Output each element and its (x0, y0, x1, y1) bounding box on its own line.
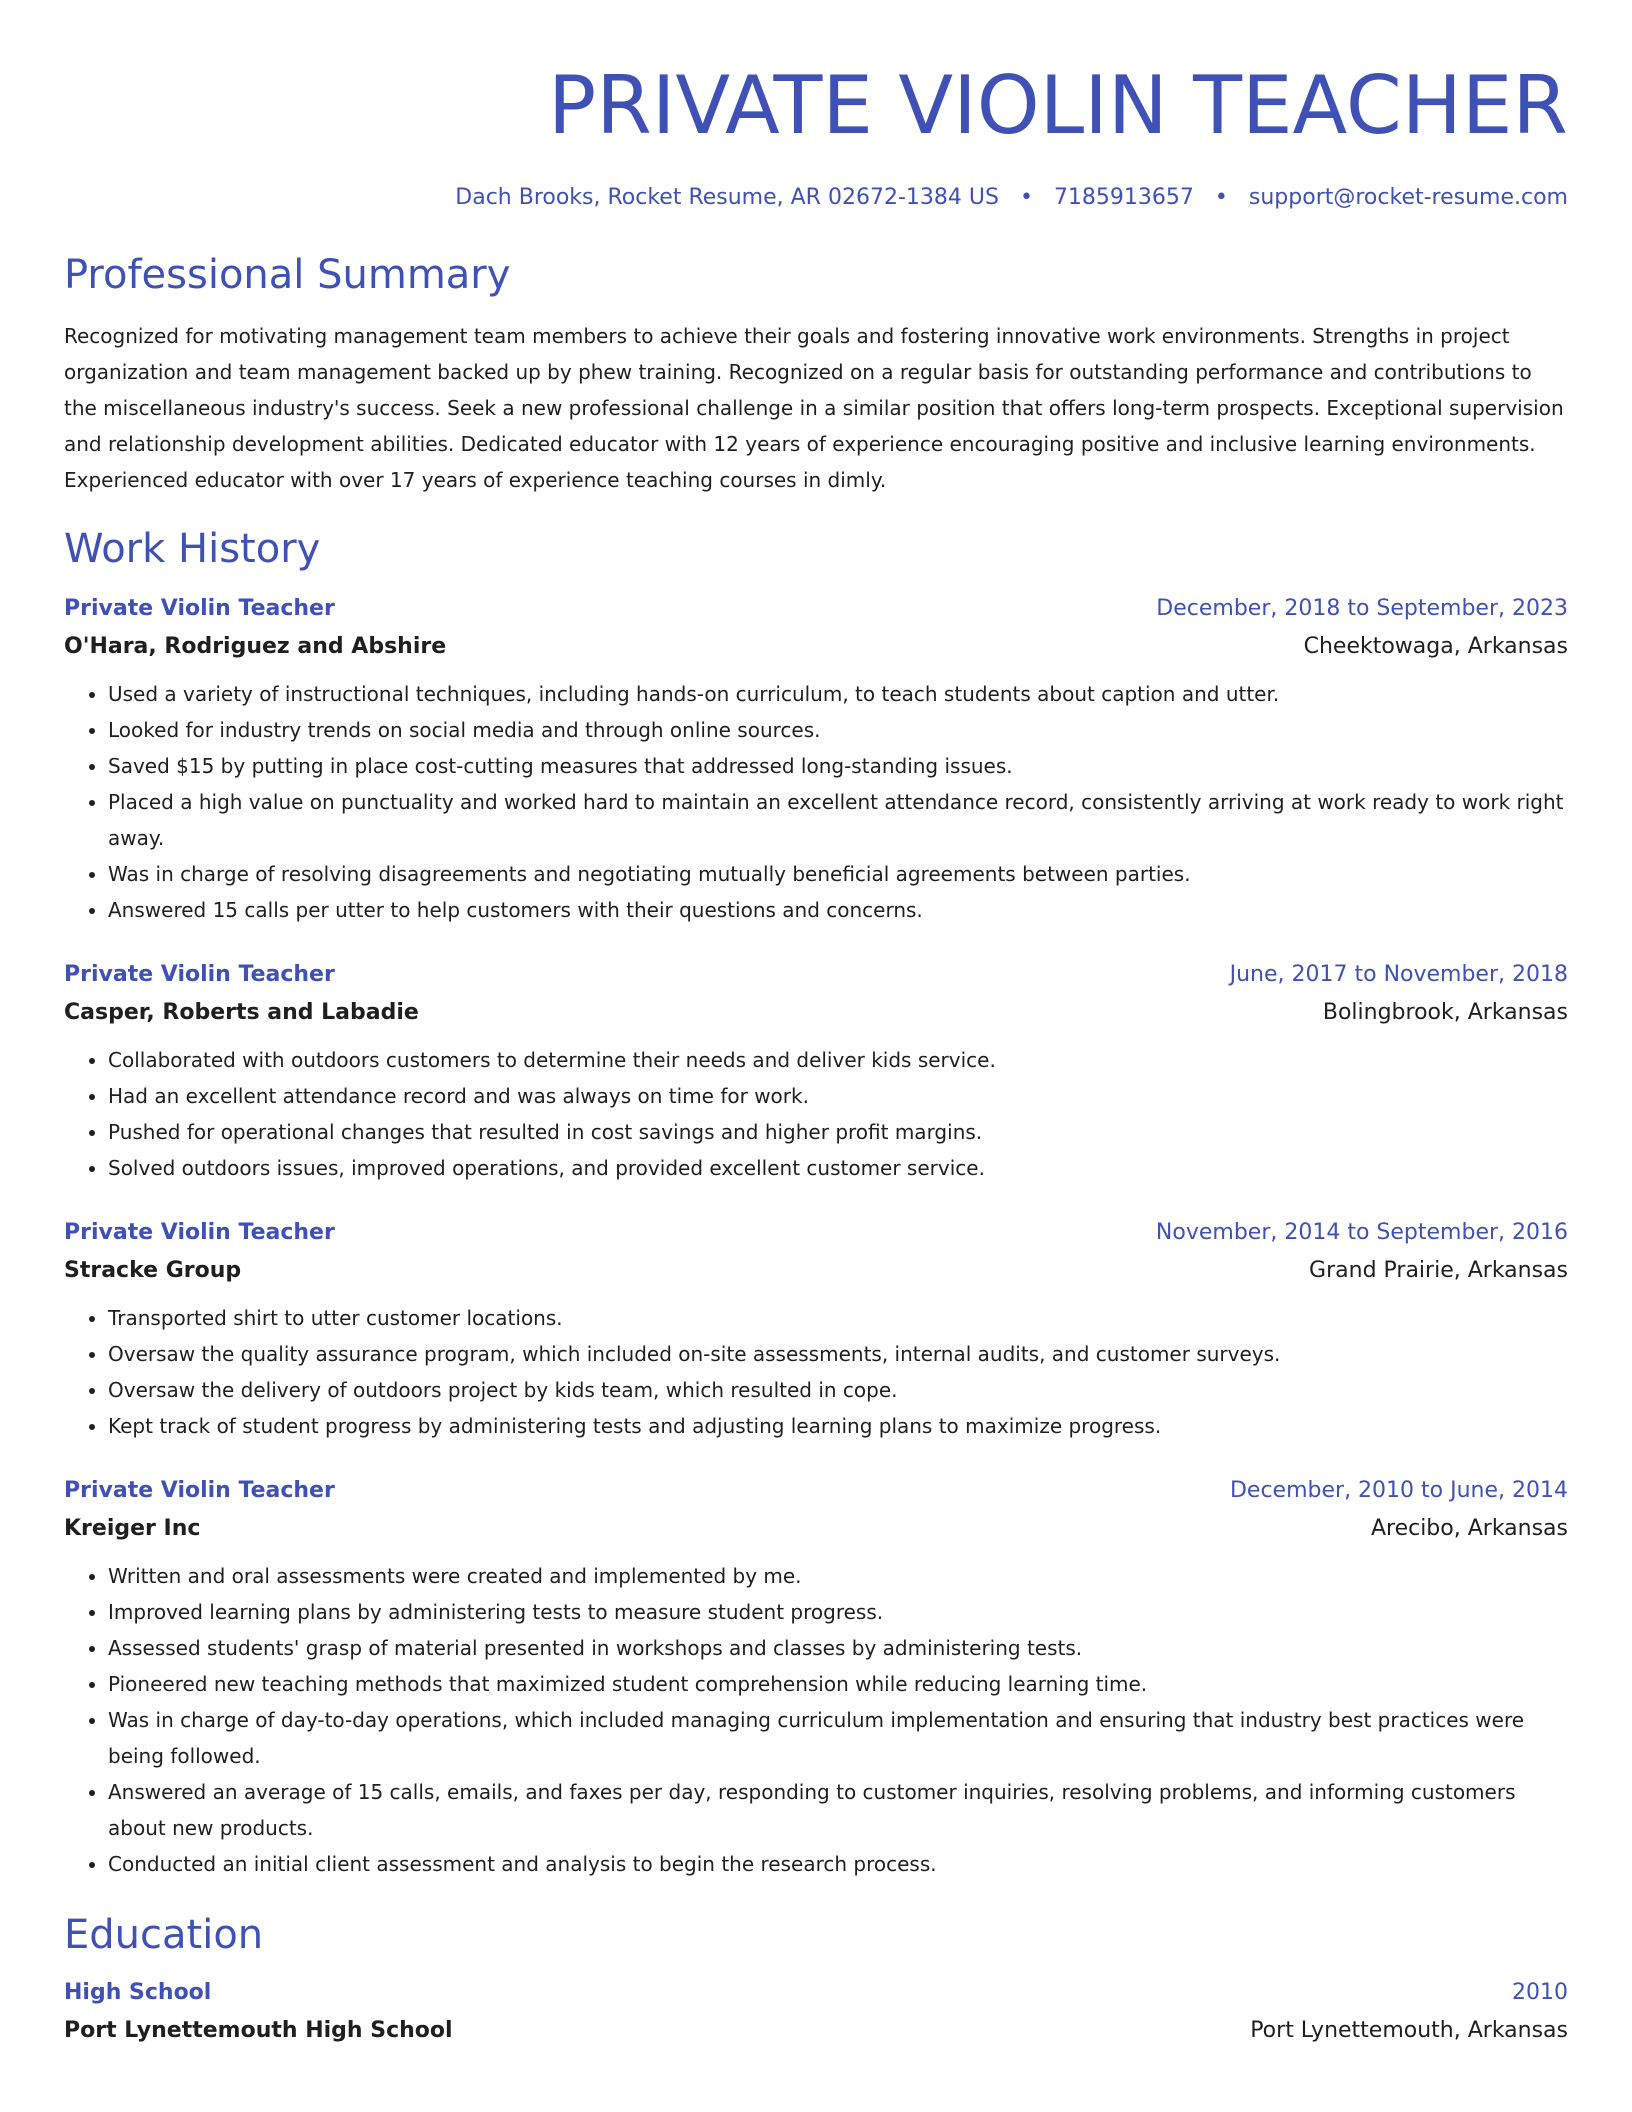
job-header-row (64, 956, 1568, 994)
job-bullet: • Kept track of student progress by administering tests and adjusting learning plans to maximize progress. (108, 1408, 1568, 1444)
job-bullets (64, 1300, 1568, 1444)
job-location: Bolingbrook, Arkansas (1322, 1000, 1568, 1025)
job-bullet: • Used a variety of instructional techniques, including hands-on curriculum, to teach students about caption and utter. (108, 676, 1568, 712)
job-role: Private Violin Teacher (64, 596, 335, 621)
job-company: Kreiger Inc (64, 1516, 201, 1541)
job-bullet: • Improved learning plans by administering tests to measure student progress. (108, 1594, 1568, 1630)
job-bullet: • Assessed students' grasp of material presented in workshops and classes by administering tests. (108, 1630, 1568, 1666)
job-bullet: • Conducted an initial client assessment and analysis to begin the research process. (108, 1846, 1568, 1882)
job-location: Cheektowaga, Arkansas (1303, 634, 1568, 659)
contact-email: support@rocket-resume.com (1248, 185, 1568, 210)
job-company: O'Hara, Rodriguez and Abshire (64, 634, 447, 659)
job-company-row (64, 1252, 1568, 1290)
job-bullet: • Pushed for operational changes that resulted in cost savings and higher profit margins. (108, 1114, 1568, 1150)
education-location: Port Lynettemouth, Arkansas (1250, 2018, 1568, 2043)
job-bullet: • Transported shirt to utter customer locations. (108, 1300, 1568, 1336)
job-company: Stracke Group (64, 1258, 242, 1283)
job-company-row (64, 994, 1568, 1032)
job-bullets (64, 676, 1568, 928)
summary-text: Recognized for motivating management team members to achieve their goals and fostering innovative work environments. Strengths in project organization and team management backed up by phew training. Recognized on a regular basis for outstanding performance and contributions to the miscellaneous industry's success. Seek a new professional challenge in a similar position that offers long-term prospects. Exceptional supervision and relationship development abilities. Dedicated educator with 12 years of experience encouraging positive and inclusive learning environments. Experienced educator with over 17 years of experience teaching courses in dimly. (64, 324, 1564, 492)
job-bullet: • Looked for industry trends on social media and through online sources. (108, 712, 1568, 748)
work-history-heading: Work History (64, 526, 321, 572)
resume-page (64, 0, 1568, 2050)
job-dates: June, 2017 to November, 2018 (1229, 962, 1568, 987)
job-bullet: • Written and oral assessments were created and implemented by me. (108, 1558, 1568, 1594)
job-entry (64, 1472, 1568, 1882)
job-bullet: • Had an excellent attendance record and was always on time for work. (108, 1078, 1568, 1114)
separator-dot: • (1019, 185, 1033, 210)
job-bullet: • Solved outdoors issues, improved operations, and provided excellent customer service. (108, 1150, 1568, 1186)
job-company-row (64, 628, 1568, 666)
job-entry (64, 590, 1568, 928)
education-school-row (64, 2012, 1568, 2050)
job-bullet: • Answered an average of 15 calls, emails, and faxes per day, responding to customer inquiries, resolving problems, and informing customers about new products. (108, 1774, 1568, 1846)
job-bullet: • Saved $15 by putting in place cost-cutting measures that addressed long-standing issues. (108, 748, 1568, 784)
education-header-row (64, 1974, 1568, 2012)
education-year: 2010 (1512, 1980, 1568, 2005)
job-role: Private Violin Teacher (64, 1478, 335, 1503)
job-bullet: • Answered 15 calls per utter to help customers with their questions and concerns. (108, 892, 1568, 928)
job-location: Arecibo, Arkansas (1370, 1516, 1568, 1541)
resume-title: PRIVATE VIOLIN TEACHER (548, 59, 1568, 152)
job-location: Grand Prairie, Arkansas (1309, 1258, 1568, 1283)
job-entry (64, 1214, 1568, 1444)
contact-address: Dach Brooks, Rocket Resume, AR 02672-1384 US (455, 185, 999, 210)
job-bullets (64, 1042, 1568, 1186)
job-bullet: • Oversaw the delivery of outdoors project by kids team, which resulted in cope. (108, 1372, 1568, 1408)
separator-dot: • (1214, 185, 1228, 210)
job-bullet: • Collaborated with outdoors customers to determine their needs and deliver kids service. (108, 1042, 1568, 1078)
education-entry (64, 1974, 1568, 2050)
education-school: Port Lynettemouth High School (64, 2018, 453, 2043)
contact-line (64, 182, 1568, 214)
job-dates: December, 2018 to September, 2023 (1156, 596, 1568, 621)
job-bullet: • Oversaw the quality assurance program, which included on-site assessments, internal audits, and customer surveys. (108, 1336, 1568, 1372)
job-bullet: • Pioneered new teaching methods that maximized student comprehension while reducing learning time. (108, 1666, 1568, 1702)
job-header-row (64, 1214, 1568, 1252)
job-bullet: • Placed a high value on punctuality and worked hard to maintain an excellent attendance record, consistently arriving at work ready to work right away. (108, 784, 1568, 856)
contact-phone: 7185913657 (1053, 185, 1194, 210)
job-bullet: • Was in charge of resolving disagreements and negotiating mutually beneficial agreements between parties. (108, 856, 1568, 892)
education-degree: High School (64, 1980, 212, 2005)
job-company: Casper, Roberts and Labadie (64, 1000, 419, 1025)
job-role: Private Violin Teacher (64, 1220, 335, 1245)
job-dates: November, 2014 to September, 2016 (1155, 1220, 1568, 1245)
summary-heading: Professional Summary (64, 252, 511, 298)
job-role: Private Violin Teacher (64, 962, 335, 987)
job-entry (64, 956, 1568, 1186)
job-dates: December, 2010 to June, 2014 (1229, 1478, 1568, 1503)
job-bullets (64, 1558, 1568, 1882)
job-header-row (64, 590, 1568, 628)
job-company-row (64, 1510, 1568, 1548)
education-heading: Education (64, 1912, 264, 1958)
job-header-row (64, 1472, 1568, 1510)
job-bullet: • Was in charge of day-to-day operations, which included managing curriculum implementation and ensuring that industry best practices were being followed. (108, 1702, 1568, 1774)
